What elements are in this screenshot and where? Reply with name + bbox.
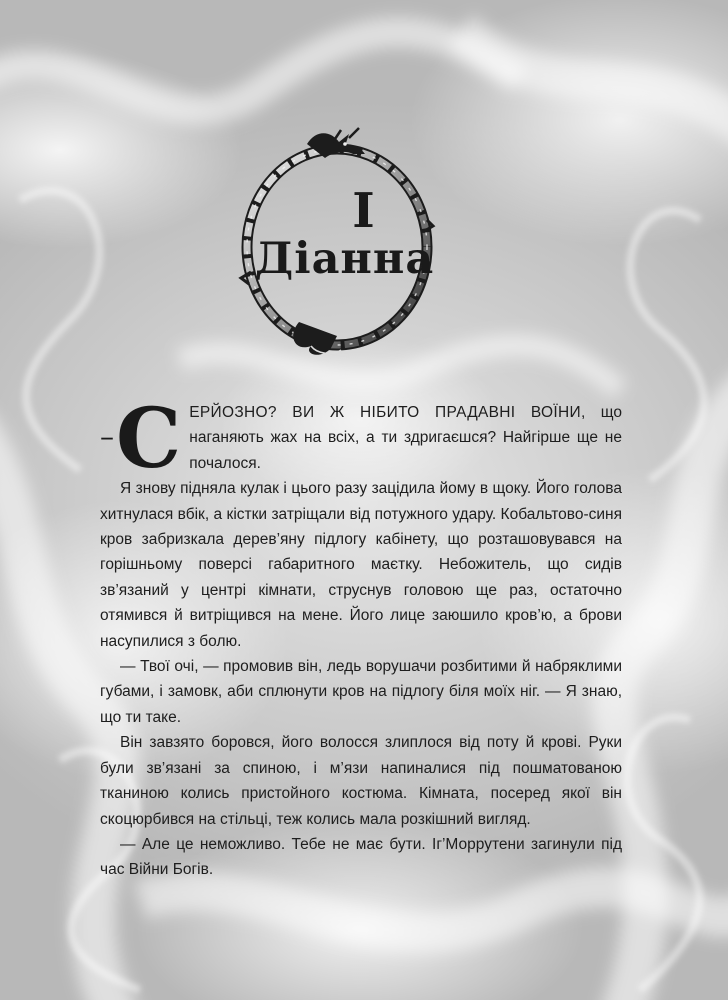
opening-dash: – [100, 420, 114, 453]
chapter-title: Діанна [255, 234, 435, 284]
paragraph: — Але це неможливо. Тебе не має бути. Іг’Моррутени загинули під час Війни Богів. [100, 835, 622, 879]
paragraph: Він завзято боровся, його волосся злиплося від поту й крові. Руки були зв’язані за спиною, і м’язи напиналися під пошматованою тканиною колись пристойного костюма. Кімната, посеред якої він скоцюрбився на стільці, теж колись мала розкішний вигляд. [100, 734, 622, 828]
opening-paragraph [100, 391, 622, 487]
opening-rest: що наганяють жах на всіх, а ти здригаєшся? Найгірше ще не почалося. [189, 404, 622, 472]
paragraph: Я знову підняла кулак і цього разу зацідила йому в щоку. Його голова хитнулася вбік, а кістки затріщали від потужного удару. Кобальтово-синя кров забризкала дерев’яну підлогу кабінету, що розташовувався на горішньому поверсі габаритного маєтку. Небожитель, що сидів зв’язаний у центрі кімнати, струснув головою ще раз, остаточно отямився й витріщився на мене. Його лице заюшило кров’ю, а брови насупилися з болю. [100, 480, 622, 650]
chapter-text [100, 391, 622, 883]
drop-cap-letter: С [116, 391, 182, 487]
opening-small-caps: ЕРЙОЗНО? ВИ Ж НІБИТО ПРАДАВНІ ВОЇНИ, [189, 404, 586, 421]
paragraph: — Твої очі, — промовив він, ледь ворушачи розбитими й набряклими губами, і замовк, аби сплюнути кров на підлогу біля моїх ніг. — Я знаю, що ти таке. [100, 658, 622, 726]
drop-cap [100, 391, 182, 487]
chapter-number: I [352, 183, 376, 239]
